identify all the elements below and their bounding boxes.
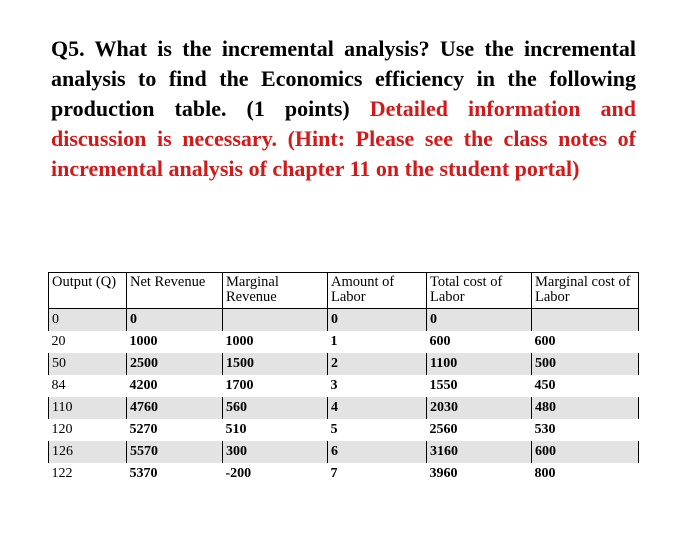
cell-marginal-cost-of-labor: 480	[532, 397, 639, 419]
header-marginal-cost-of-labor: Marginal cost of Labor	[532, 273, 639, 309]
cell-total-cost-of-labor: 2560	[429, 422, 458, 437]
cell-output: 122	[51, 466, 73, 481]
cell-net-revenue: 4200	[129, 378, 158, 393]
header-marginal-revenue: Marginal Revenue	[223, 273, 328, 309]
question-intro: Q5. What is the incremental analysis? Use the incremental analysis to find the Economics efficiency in the following production table. (1 points)	[51, 36, 636, 121]
cell-amount-of-labor: 5	[330, 422, 338, 437]
cell-marginal-revenue: 1700	[225, 378, 254, 393]
header-output: Output (Q)	[49, 273, 127, 309]
cell-amount-of-labor: 0	[328, 309, 427, 331]
table-header-row	[49, 273, 639, 309]
table-row	[49, 331, 639, 353]
cell-net-revenue: 5270	[129, 422, 158, 437]
question-text	[51, 34, 636, 184]
cell-total-cost-of-labor: 3160	[427, 441, 532, 463]
table-row	[49, 309, 639, 331]
table-row	[49, 441, 639, 463]
header-net-revenue: Net Revenue	[127, 273, 223, 309]
cell-total-cost-of-labor: 1100	[427, 353, 532, 375]
cell-net-revenue: 4760	[127, 397, 223, 419]
header-total-cost-of-labor: Total cost of Labor	[427, 273, 532, 309]
cell-marginal-cost-of-labor: 500	[532, 353, 639, 375]
cell-marginal-revenue: -200	[225, 466, 252, 481]
cell-net-revenue: 1000	[129, 334, 158, 349]
cell-output: 84	[51, 378, 66, 393]
cell-output: 110	[49, 397, 127, 419]
table-row	[49, 375, 639, 397]
cell-marginal-cost-of-labor	[532, 309, 639, 331]
cell-amount-of-labor: 1	[330, 334, 338, 349]
cell-total-cost-of-labor: 3960	[429, 466, 458, 481]
cell-marginal-cost-of-labor: 600	[534, 334, 556, 349]
cell-marginal-revenue: 560	[223, 397, 328, 419]
cell-total-cost-of-labor: 600	[429, 334, 451, 349]
cell-marginal-revenue: 510	[225, 422, 247, 437]
cell-marginal-revenue: 1500	[223, 353, 328, 375]
cell-output: 120	[51, 422, 73, 437]
table-row	[49, 463, 639, 485]
cell-output: 20	[51, 334, 66, 349]
cell-net-revenue: 2500	[127, 353, 223, 375]
cell-output: 126	[49, 441, 127, 463]
cell-marginal-cost-of-labor: 800	[534, 466, 556, 481]
cell-total-cost-of-labor: 1550	[429, 378, 458, 393]
cell-amount-of-labor: 7	[330, 466, 338, 481]
cell-net-revenue: 0	[127, 309, 223, 331]
cell-marginal-cost-of-labor: 530	[534, 422, 556, 437]
header-amount-of-labor: Amount of Labor	[328, 273, 427, 309]
cell-amount-of-labor: 2	[328, 353, 427, 375]
cell-marginal-cost-of-labor: 600	[532, 441, 639, 463]
table-row	[49, 397, 639, 419]
cell-net-revenue: 5570	[127, 441, 223, 463]
cell-marginal-revenue: 1000	[225, 334, 254, 349]
question-hint: Detailed information and discussion is necessary. (Hint: Please see the class notes of incremental analysis of chapter 11 on the student portal)	[51, 96, 636, 181]
table-row	[49, 353, 639, 375]
cropped-previous-text	[230, 0, 370, 6]
cell-total-cost-of-labor: 2030	[427, 397, 532, 419]
cell-amount-of-labor: 4	[328, 397, 427, 419]
table-row	[49, 419, 639, 441]
cell-marginal-revenue: 300	[223, 441, 328, 463]
cell-marginal-revenue	[223, 309, 328, 331]
cell-amount-of-labor: 3	[330, 378, 338, 393]
cell-amount-of-labor: 6	[328, 441, 427, 463]
cell-total-cost-of-labor: 0	[427, 309, 532, 331]
production-table	[48, 272, 638, 485]
cell-output: 0	[49, 309, 127, 331]
cell-output: 50	[49, 353, 127, 375]
cell-net-revenue: 5370	[129, 466, 158, 481]
cell-marginal-cost-of-labor: 450	[534, 378, 556, 393]
